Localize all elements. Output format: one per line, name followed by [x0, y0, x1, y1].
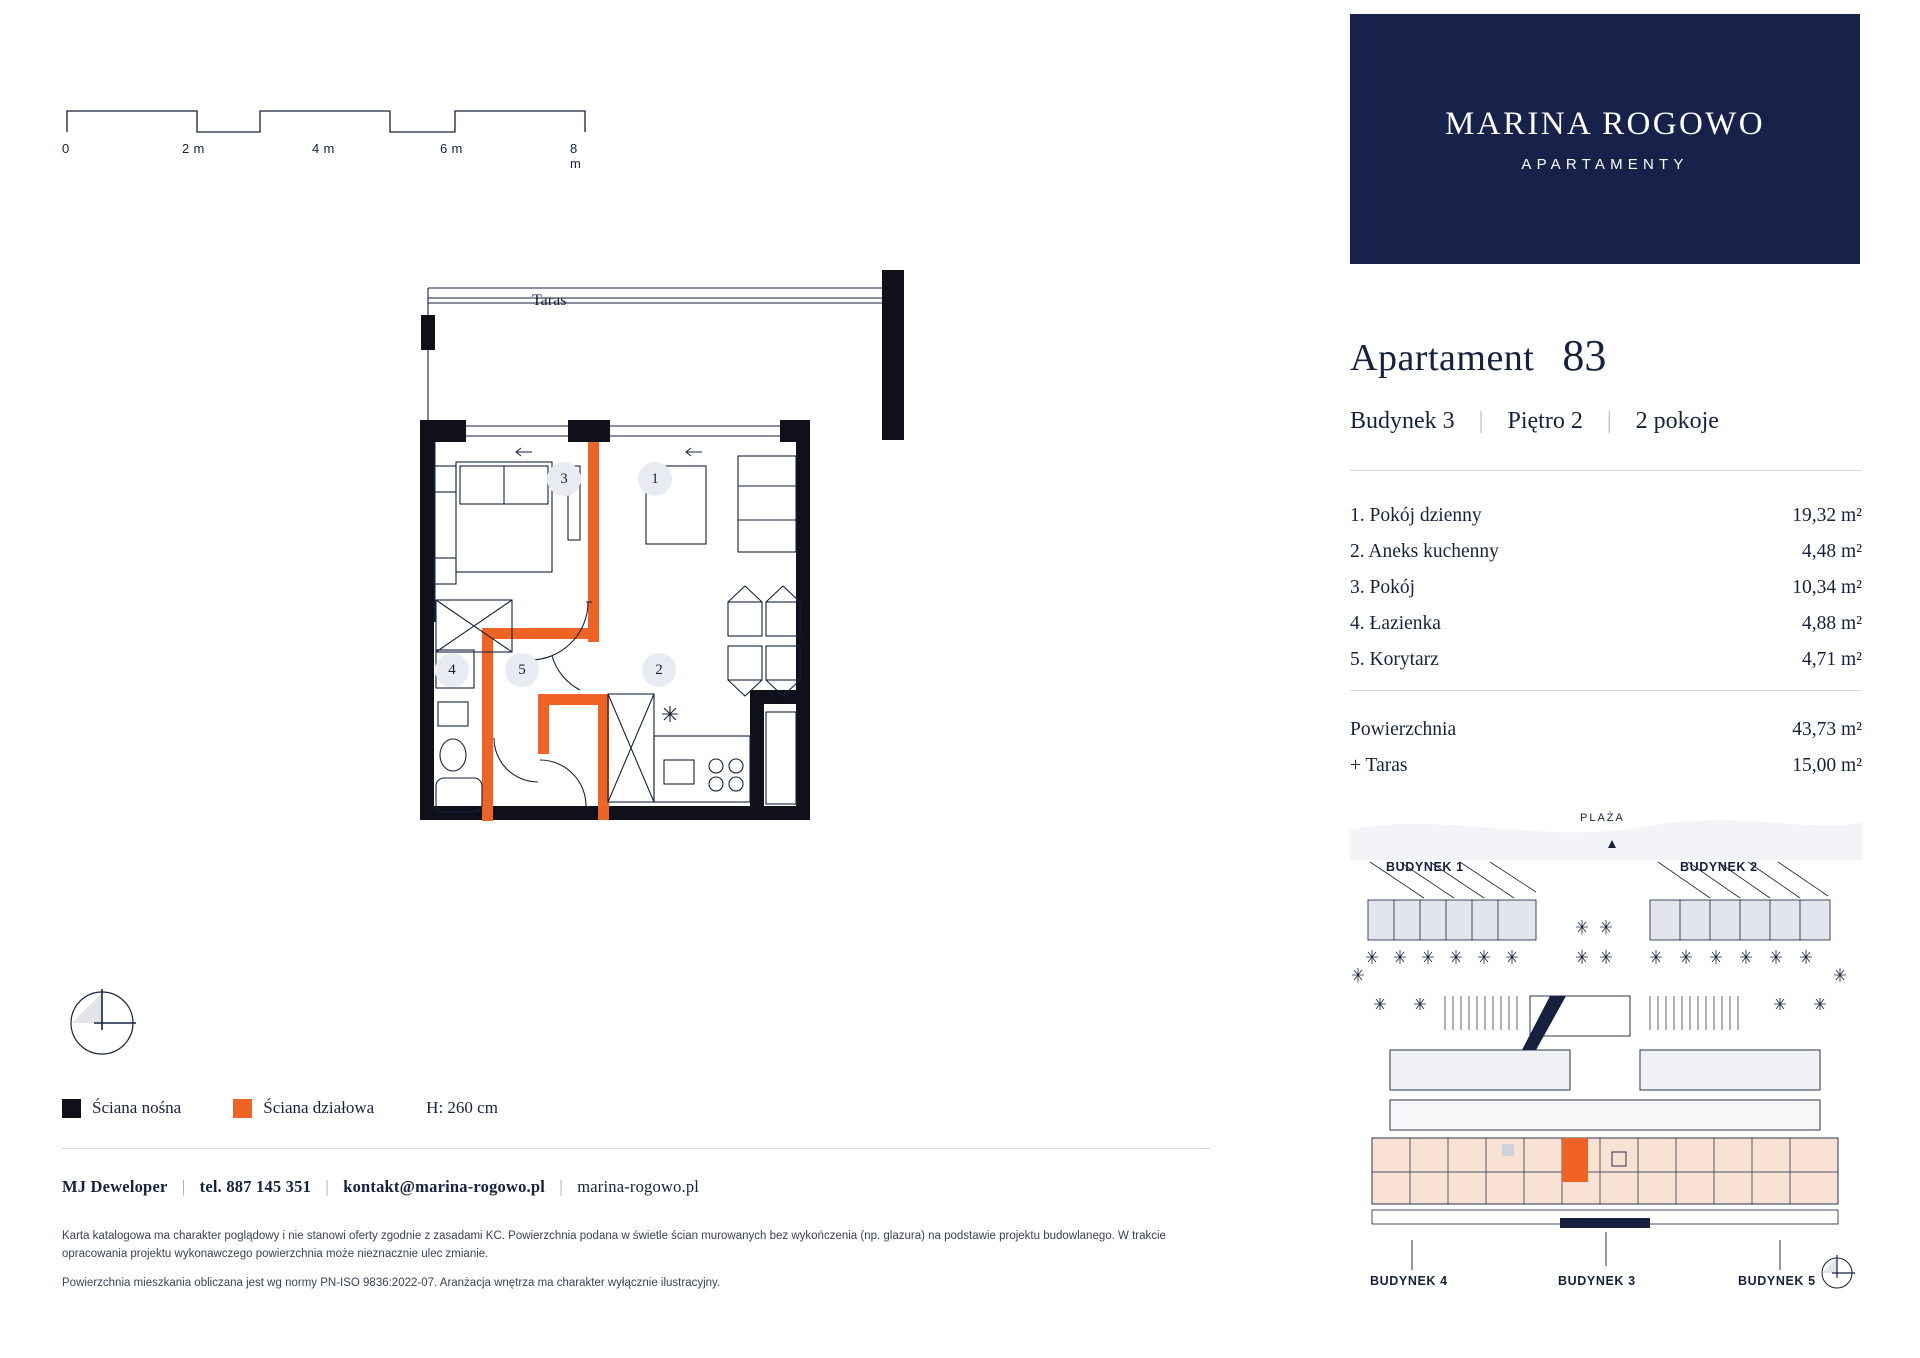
meta-sep-1: |	[1478, 408, 1484, 434]
scale-tick-0: 0	[62, 141, 70, 156]
right-column	[1300, 0, 1920, 1358]
brand-name: MARINA ROGOWO	[1445, 105, 1765, 142]
apartment-meta	[1350, 408, 1862, 435]
partition-swatch-icon	[233, 1099, 252, 1118]
contact-sep-1: |	[181, 1177, 186, 1196]
room-marker-3: 3	[547, 462, 581, 496]
siteplan-beach-label: PLAŻA	[1580, 812, 1625, 824]
room-list	[1350, 498, 1862, 678]
apartment-number: 83	[1562, 331, 1607, 380]
room-label: 1. Pokój dzienny	[1350, 505, 1482, 526]
legend-partition	[233, 1098, 374, 1118]
siteplan-building-5-label: BUDYNEK 5	[1738, 1274, 1816, 1288]
developer-name: MJ Deweloper	[62, 1177, 168, 1196]
floorplan-drawing	[420, 270, 960, 970]
scale-bar	[62, 105, 592, 171]
room-area: 4,88 m²	[1801, 613, 1862, 634]
fineprint	[62, 1228, 1222, 1303]
siteplan-building-3-label: BUDYNEK 3	[1558, 1274, 1636, 1288]
total-area: 15,00 m²	[1792, 755, 1862, 776]
apartment-building: Budynek 3	[1350, 408, 1455, 434]
apartment-rooms-count: 2 pokoje	[1635, 408, 1719, 434]
contact-website[interactable]: marina-rogowo.pl	[577, 1177, 700, 1196]
room-item	[1350, 642, 1862, 678]
room-label: 4. Łazienka	[1350, 613, 1441, 634]
scale-tick-1: 2 m	[182, 141, 205, 156]
fineprint-line-1: Karta katalogowa ma charakter poglądowy i nie stanowi oferty zgodnie z zasadami KC. Powierzchnia podana w świetle ścian murowanych bez wykończenia (np. glazura) na podstawie projektu budowlanego. W trakcie opracowania projektu wykonawczego powierzchnia może nieznacznie ulec zmianie.	[62, 1230, 1166, 1260]
page-title	[1350, 330, 1860, 381]
legend-load-bearing	[62, 1098, 181, 1118]
contact-email[interactable]: kontakt@marina-rogowo.pl	[343, 1177, 546, 1196]
room-marker-1: 1	[638, 462, 672, 496]
room-marker-4: 4	[435, 653, 469, 687]
room-item	[1350, 570, 1862, 606]
compass-icon	[64, 985, 140, 1061]
load-bearing-swatch-icon	[62, 1099, 81, 1118]
scale-tick-2: 4 m	[312, 141, 335, 156]
fineprint-line-2: Powierzchnia mieszkania obliczana jest wg normy PN-ISO 9836:2022-07. Aranżacja wnętrza ma charakter wyłącznie ilustracyjny.	[62, 1276, 721, 1289]
room-marker-2: 2	[642, 653, 676, 687]
wall-legend	[62, 1098, 550, 1118]
room-area: 4,71 m²	[1801, 649, 1862, 670]
total-item	[1350, 712, 1862, 748]
scale-tick-4: 8 m	[570, 141, 582, 171]
apartment-word: Apartament	[1350, 337, 1535, 379]
apartment-floor: Piętro 2	[1507, 408, 1583, 434]
siteplan-compass-icon	[1816, 1252, 1858, 1294]
contact-phone[interactable]: tel. 887 145 351	[199, 1177, 312, 1196]
totals-divider	[1350, 690, 1862, 691]
room-item	[1350, 498, 1862, 534]
legend-height-label: H: 260 cm	[426, 1098, 498, 1117]
room-area: 4,48 m²	[1801, 541, 1862, 562]
legend-load-bearing-label: Ściana nośna	[92, 1098, 182, 1117]
meta-sep-2: |	[1606, 408, 1612, 434]
brand-subtitle: APARTAMENTY	[1521, 155, 1689, 173]
title-divider	[1350, 470, 1862, 471]
room-item	[1350, 606, 1862, 642]
siteplan-building-1-label: BUDYNEK 1	[1386, 860, 1464, 874]
legend-height	[426, 1098, 498, 1118]
contact-sep-3: |	[559, 1177, 563, 1196]
site-plan	[1350, 800, 1862, 1300]
total-item	[1350, 748, 1862, 784]
total-area: 43,73 m²	[1792, 719, 1862, 740]
siteplan-building-2-label: BUDYNEK 2	[1680, 860, 1758, 874]
terrace-label: Taras	[532, 292, 567, 309]
room-marker-5: 5	[505, 653, 539, 687]
totals-list	[1350, 712, 1862, 784]
scale-tick-3: 6 m	[440, 141, 463, 156]
room-label: 5. Korytarz	[1350, 649, 1439, 670]
contact-line	[62, 1177, 699, 1197]
siteplan-building-4-label: BUDYNEK 4	[1370, 1274, 1448, 1288]
total-label: + Taras	[1350, 755, 1408, 776]
total-label: Powierzchnia	[1350, 719, 1457, 740]
room-item	[1350, 534, 1862, 570]
room-area: 19,32 m²	[1792, 505, 1862, 526]
legend-partition-label: Ściana działowa	[263, 1098, 375, 1117]
brand-logo	[1350, 14, 1860, 264]
room-label: 3. Pokój	[1350, 577, 1416, 598]
room-area: 10,34 m²	[1792, 577, 1862, 598]
contact-sep-2: |	[325, 1177, 329, 1196]
contact-divider	[62, 1148, 1210, 1149]
room-label: 2. Aneks kuchenny	[1350, 541, 1499, 562]
